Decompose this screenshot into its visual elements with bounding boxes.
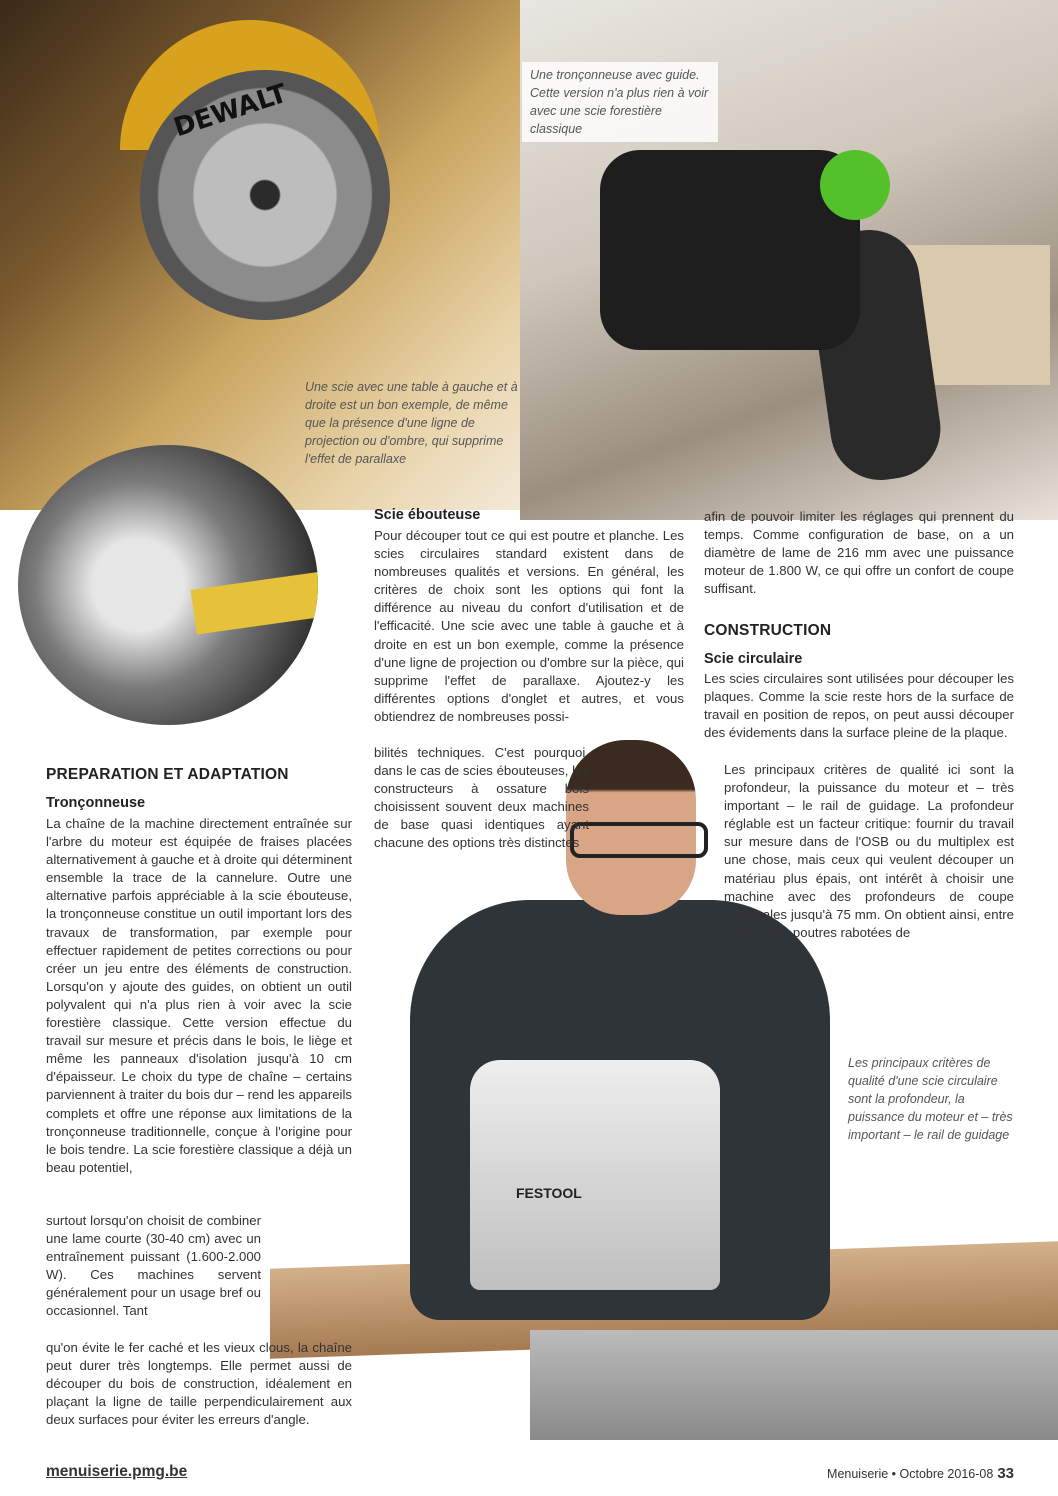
heading-preparation: PREPARATION ET ADAPTATION: [46, 766, 289, 783]
issue-info: [827, 1465, 1014, 1482]
work-table: [530, 1330, 1058, 1440]
page-number: 33: [997, 1465, 1014, 1482]
middle-column-text: Pour découper tout ce qui est poutre et planche. Les scies circulaires standard existent dans de nombreuses qualités et versions. En général, les critères de choix sont les options qui font la différence au niveau du confort d'utilisation et de l'efficacité. Une scie avec une table à gauche et à droite en est un bon exemple, comme la présence d'une ligne de projection ou d'ombre sur la pièce, qui supprime l'effet de parallaxe. Ajoutez-y les différentes options d'onglet et autres, et vous obtiendrez de nombreuses possi-: [374, 528, 684, 724]
caption-table-saw: Une scie avec une table à gauche et à droite est un bon exemple, de même que la présence d'une ligne de projection ou d'ombre, qui supprime l'effet de parallaxe: [305, 380, 518, 466]
heading-construction: CONSTRUCTION: [704, 622, 832, 639]
caption-chainsaw: Une tronçonneuse avec guide. Cette version n'a plus rien à voir avec une scie forestière classique: [522, 62, 718, 142]
right-column-text: Les scies circulaires sont utilisées pour découper les plaques. Comme la scie reste hors de la surface de travail en position de repos, on peut aussi découper des évidements dans la surface pleine de la plaque.: [704, 671, 1014, 741]
left-column-text-end: qu'on évite le fer caché et les vieux clous, la chaîne peut durer très longtemps. Elle permet aussi de découper du bois de construction, idéalement en plaçant la ligne de taille perpendiculairement aux deux surfaces pour éviter les erreurs d'angle.: [46, 1340, 352, 1428]
plunge-saw: [470, 1060, 720, 1290]
saw-detail-circle-photo: [18, 445, 318, 725]
subheading-scie-ebouteuse: Scie ébouteuse: [374, 507, 481, 523]
right-column-text-top: afin de pouvoir limiter les réglages qui prennent du temps. Comme configuration de base, on a un diamètre de lame de 216 mm avec une puissance moteur de 1.800 W, ce qui offre un confort de coupe suffisant.: [704, 509, 1014, 597]
machine-brand-logo: FESTOOL: [516, 1185, 582, 1201]
left-column-text-narrow: surtout lorsqu'on choisit de combiner une lame courte (30-40 cm) avec un entraînement puissant (1.600-2.000 W). Ces machines servent généralement pour un usage bref ou occasionnel. Tant: [46, 1213, 261, 1319]
subheading-scie-circulaire: Scie circulaire: [704, 651, 803, 667]
caption-circular-saw: Les principaux critères de qualité d'une scie circulaire sont la profondeur, la puissance du moteur et – très important – le rail de guidage: [840, 1050, 1028, 1148]
issue-label: Menuiserie • Octobre 2016-08: [827, 1467, 994, 1481]
yellow-ruler: [191, 570, 318, 634]
left-column-text: La chaîne de la machine directement entraînée sur l'arbre du moteur est équipée de fraises placées alternativement à gauche et à droite qui déterminent ensemble la trace de la cannelure. Outre une alternative parfois appréciable à la scie ébouteuse, la tronçonneuse constitue un outil important lors des travaux de transformation, par exemple pour effectuer rapidement de petites corrections ou pour créer un jeu entre des éléments de construction. Lorsqu'on y ajoute des guides, on obtient un outil polyvalent qui n'a plus rien à voir avec la scie forestière classique. Cette version effectue du travail sur mesure et précis dans le bois, le liège et même les panneaux d'isolation jusqu'à 10 cm d'épaisseur. Le choix du type de chaîne – certains parviennent à traiter du bois dur – rend les appareils complets et offre une réponse aux limitations de la tronçonneuse traditionnelle, conçue à l'origine pour le bois tendre. La scie forestière classique a déjà un beau potentiel,: [46, 816, 352, 1175]
right-column-text-narrow: Les principaux critères de qualité ici sont la profondeur, la puissance du moteur et – très important – le rail de guidage. La profondeur réglable est un facteur critique: fournir du travail sur mesure dans de l'OSB ou du multiplex est une chose, mais ceux qui veulent découper un matériau plus épais, ont intérêt à choisir une machine avec des profondeurs de coupe maximales jusqu'à 75 mm. On obtient ainsi, entre autres, des poutres rabotées de: [724, 762, 1014, 940]
website-link[interactable]: menuiserie.pmg.be: [46, 1463, 188, 1480]
middle-column-text-narrow: bilités techniques. C'est pourquoi, dans le cas de scies ébouteuses, les constructeurs à ossature bois choisissent souvent deux machines de base quasi identiques ayant chacune des options très distinctes: [374, 745, 589, 851]
chainsaw-knob: [820, 150, 890, 220]
subheading-tronconneuse: Tronçonneuse: [46, 795, 146, 811]
safety-glasses: [570, 822, 708, 858]
saw-brand-logo: DEWALT: [170, 78, 291, 144]
